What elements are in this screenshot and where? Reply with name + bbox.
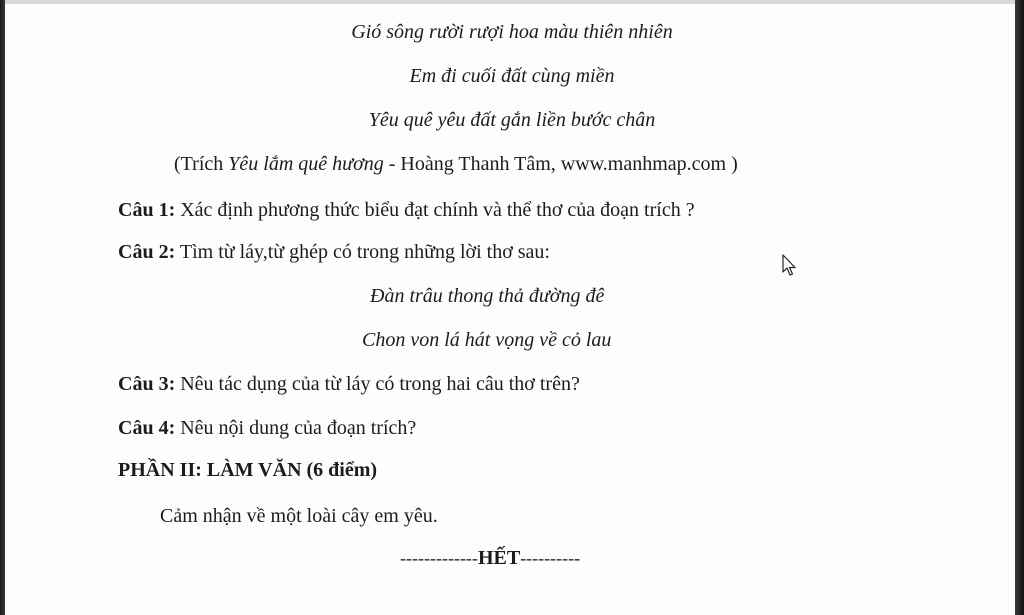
question-4 bbox=[118, 416, 416, 440]
question-4-label: Câu 4: bbox=[118, 417, 176, 439]
citation-title: Yêu lắm quê hương bbox=[228, 153, 384, 175]
part-2-prompt: Cảm nhận về một loài cây em yêu. bbox=[160, 505, 438, 527]
citation-open: (Trích bbox=[174, 153, 229, 175]
question-2 bbox=[118, 240, 550, 264]
citation bbox=[174, 152, 738, 176]
question-3 bbox=[118, 372, 580, 396]
question-2-label: Câu 2: bbox=[118, 241, 176, 263]
part-2-heading: PHẦN II: LÀM VĂN (6 điểm) bbox=[118, 459, 378, 481]
mouse-pointer-icon bbox=[782, 254, 798, 278]
question-3-label: Câu 3: bbox=[118, 373, 176, 395]
citation-rest: - Hoàng Thanh Tâm, www.manhmap.com ) bbox=[383, 153, 738, 175]
poem-line-1: Gió sông rười rượi hoa màu thiên nhiên bbox=[351, 21, 673, 43]
question-2-text: Tìm từ láy,từ ghép có trong những lời thơ sau: bbox=[175, 241, 550, 263]
end-word: HẾT bbox=[477, 547, 521, 569]
end-marker bbox=[400, 546, 580, 570]
verse-line-2: Chon von lá hát vọng về cỏ lau bbox=[362, 329, 612, 351]
question-1 bbox=[118, 198, 695, 222]
end-dashes-right: ---------- bbox=[520, 548, 581, 568]
end-dashes-left: ------------- bbox=[400, 548, 478, 568]
poem-line-3: Yêu quê yêu đất gắn liền bước chân bbox=[368, 109, 656, 131]
verse-line-1: Đàn trâu thong thả đường đê bbox=[370, 285, 605, 307]
question-4-text: Nêu nội dung của đoạn trích? bbox=[175, 417, 417, 439]
question-1-text: Xác định phương thức biểu đạt chính và thể thơ của đoạn trích ? bbox=[175, 199, 695, 221]
poem-line-2: Em đi cuối đất cùng miền bbox=[409, 65, 615, 87]
question-3-text: Nêu tác dụng của từ láy có trong hai câu thơ trên? bbox=[175, 373, 580, 395]
question-1-label: Câu 1: bbox=[118, 199, 176, 221]
